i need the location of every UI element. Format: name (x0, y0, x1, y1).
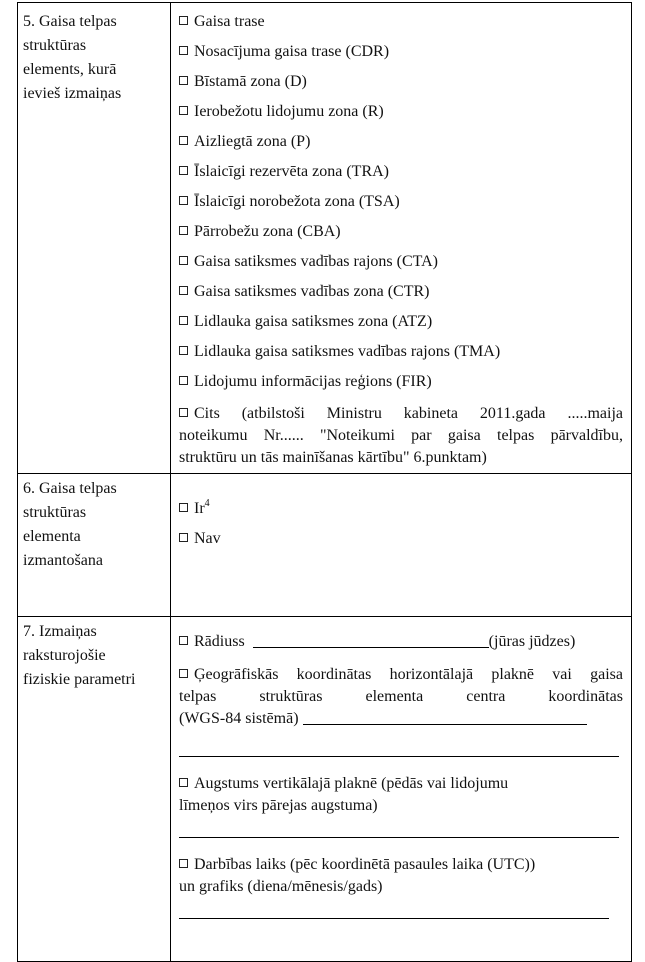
checkbox[interactable] (179, 16, 188, 25)
option-label: Aizliegtā zona (P) (194, 133, 311, 150)
section-5-row (18, 3, 632, 474)
section-6-label-line: struktūras (23, 504, 87, 521)
section-7-fields (171, 617, 632, 962)
option-label: Pārrobežu zona (CBA) (194, 223, 341, 240)
operating-time-text: Darbības laiks (pēc koordinētā pasaules laika (UTC)) (194, 856, 536, 873)
coordinates-text: Ģeogrāfiskās koordinātas horizontālajā plaknē vai gaisa (194, 666, 623, 683)
section-6-label-line: 6. Gaisa telpas (23, 480, 117, 497)
option-other[interactable] (179, 403, 623, 469)
option-no[interactable] (179, 524, 623, 554)
altitude-text: Augstums vertikālajā plaknē (pēdās vai lidojumu (194, 775, 509, 792)
section-5-label-line: 5. Gaisa telpas (23, 13, 117, 30)
section-6-label-line: izmantošana (23, 552, 103, 569)
section-7-label-line: fiziskie parametri (23, 671, 136, 688)
coordinates-text: (WGS-84 sistēmā) (179, 710, 299, 727)
checkbox[interactable] (179, 533, 188, 542)
section-6-options (171, 474, 632, 617)
option-label: Lidlauka gaisa satiksmes zona (ATZ) (194, 313, 433, 330)
section-7-label-line: raksturojošie (23, 647, 106, 664)
section-7-label (18, 617, 171, 962)
option-label: Bīstamā zona (D) (194, 73, 307, 90)
checkbox[interactable] (179, 408, 188, 417)
operating-time-field (179, 854, 623, 919)
checkbox[interactable] (179, 859, 188, 868)
coordinates-line (179, 664, 623, 686)
option-other-line: struktūru un tās mainīšanas kārtību" 6.punktam) (179, 449, 487, 466)
option-ctr[interactable] (179, 277, 623, 307)
option-other-line (179, 403, 623, 425)
option-label: Ir (194, 500, 205, 517)
section-5-options (171, 3, 632, 474)
radius-input[interactable] (253, 647, 489, 648)
option-fir[interactable] (179, 367, 623, 397)
operating-time-line (179, 854, 623, 876)
checkbox[interactable] (179, 636, 188, 645)
option-label: Gaisa trase (194, 13, 265, 30)
option-restricted-area[interactable] (179, 97, 623, 127)
checkbox[interactable] (179, 346, 188, 355)
option-other-text: Cits (atbilstoši Ministru kabineta 2011.gada .....maija (194, 405, 623, 422)
section-5-label (18, 3, 171, 474)
option-tsa[interactable] (179, 187, 623, 217)
option-conditional-route[interactable] (179, 37, 623, 67)
altitude-line: līmeņos virs pārejas augstuma) (179, 797, 378, 814)
option-cta[interactable] (179, 247, 623, 277)
operating-time-input[interactable] (179, 918, 609, 919)
airspace-change-form-table (17, 2, 632, 962)
checkbox[interactable] (179, 778, 188, 787)
option-label: Lidlauka gaisa satiksmes vadības rajons (TMA) (194, 343, 501, 360)
section-6-row (18, 474, 632, 617)
footnote-marker: 4 (204, 498, 210, 509)
option-other-line: noteikumu Nr...... "Noteikumi par gaisa telpas pārvaldību, (179, 427, 623, 444)
option-tma[interactable] (179, 337, 623, 367)
option-label: Īslaicīgi norobežota zona (TSA) (194, 193, 400, 210)
checkbox[interactable] (179, 226, 188, 235)
coordinates-field (179, 664, 623, 757)
checkbox[interactable] (179, 46, 188, 55)
option-label: Gaisa satiksmes vadības rajons (CTA) (194, 253, 438, 270)
checkbox[interactable] (179, 136, 188, 145)
checkbox[interactable] (179, 106, 188, 115)
option-danger-area[interactable] (179, 67, 623, 97)
option-label: Īslaicīgi rezervēta zona (TRA) (194, 163, 390, 180)
altitude-input[interactable] (179, 837, 619, 838)
section-6-label (18, 474, 171, 617)
checkbox[interactable] (179, 503, 188, 512)
option-label: Gaisa satiksmes vadības zona (CTR) (194, 283, 430, 300)
section-6-label-line: elementa (23, 528, 81, 545)
section-7-label-line: 7. Izmaiņas (23, 623, 97, 640)
radius-unit: (jūras jūdzes) (488, 633, 576, 650)
operating-time-line: un grafiks (diena/mēnesis/gads) (179, 878, 383, 895)
option-label: Nosacījuma gaisa trase (CDR) (194, 43, 390, 60)
radius-label: Rādiuss (194, 633, 245, 650)
altitude-line (179, 773, 623, 795)
option-tra[interactable] (179, 157, 623, 187)
checkbox[interactable] (179, 166, 188, 175)
option-cba[interactable] (179, 217, 623, 247)
option-label: Ierobežotu lidojumu zona (R) (194, 103, 384, 120)
checkbox[interactable] (179, 376, 188, 385)
radius-field (179, 631, 623, 653)
option-prohibited-area[interactable] (179, 127, 623, 157)
checkbox[interactable] (179, 316, 188, 325)
coordinates-input[interactable] (303, 724, 587, 725)
coordinates-input-line-2[interactable] (179, 756, 619, 757)
checkbox[interactable] (179, 256, 188, 265)
section-7-row (18, 617, 632, 962)
coordinates-line (179, 708, 623, 730)
checkbox[interactable] (179, 669, 188, 678)
altitude-field (179, 773, 623, 838)
section-5-label-line: ievieš izmaiņas (23, 85, 122, 102)
checkbox[interactable] (179, 286, 188, 295)
coordinates-line: telpas struktūras elementa centra koordinātas (179, 688, 623, 705)
option-label: Lidojumu informācijas reģions (FIR) (194, 373, 432, 390)
section-5-label-line: struktūras (23, 37, 87, 54)
checkbox[interactable] (179, 76, 188, 85)
option-airway[interactable] (179, 7, 623, 37)
option-yes[interactable] (179, 494, 623, 524)
section-5-label-line: elements, kurā (23, 61, 117, 78)
option-label: Nav (194, 530, 221, 547)
checkbox[interactable] (179, 196, 188, 205)
option-atz[interactable] (179, 307, 623, 337)
